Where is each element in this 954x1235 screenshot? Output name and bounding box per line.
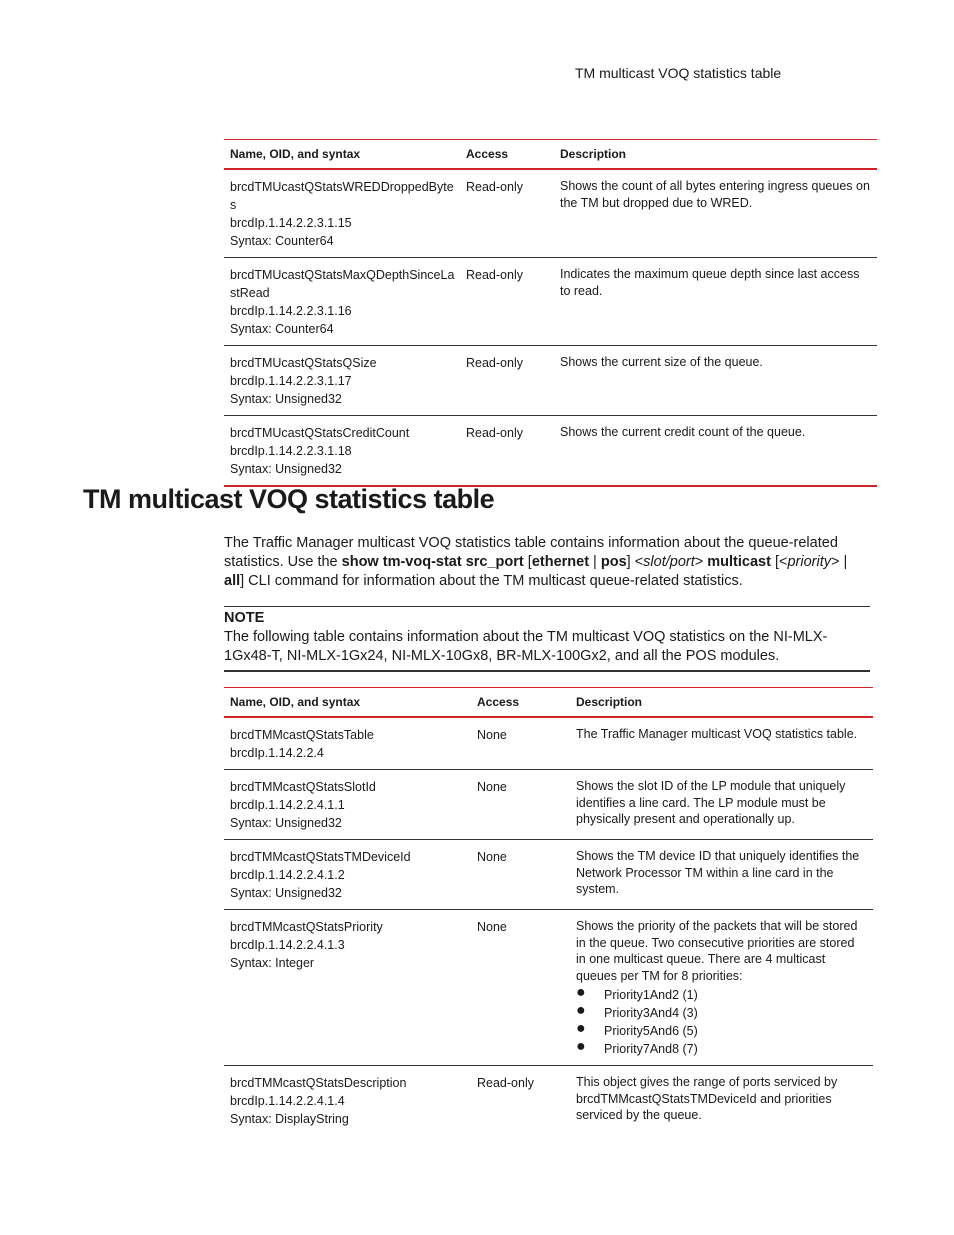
bullet-icon: ● xyxy=(576,984,586,1001)
column-header-name: Name, OID, and syntax xyxy=(230,147,361,161)
note-label: NOTE xyxy=(224,610,265,626)
column-header-name: Name, OID, and syntax xyxy=(230,695,361,709)
list-item xyxy=(576,1004,867,1022)
object-syntax: Syntax: Integer xyxy=(230,956,315,970)
access-cell: Read-only xyxy=(460,169,554,258)
description-cell: Shows the current credit count of the queue. xyxy=(560,425,806,439)
name-cell xyxy=(224,770,471,840)
list-item-text: Priority1And2 (1) xyxy=(604,988,698,1002)
description-cell: Shows the slot ID of the LP module that uniquely identifies a line card. The LP module must be physically present and operationally up. xyxy=(570,770,873,840)
column-header-access: Access xyxy=(477,695,520,709)
access-cell: None xyxy=(471,910,570,1066)
access-cell: Read-only xyxy=(477,1076,534,1090)
name-cell xyxy=(224,717,471,770)
bullet-icon: ● xyxy=(576,1020,586,1037)
name-cell xyxy=(224,910,471,1066)
description-cell: The Traffic Manager multicast VOQ statistics table. xyxy=(570,717,873,770)
column-header-description: Description xyxy=(560,147,627,161)
table-row xyxy=(224,910,873,1066)
description-cell: Shows the count of all bytes entering ingress queues on the TM but dropped due to WRED. xyxy=(554,169,877,258)
list-item-text: Priority3And4 (3) xyxy=(604,1006,698,1020)
description-cell: This object gives the range of ports serviced by brcdTMMcastQStatsTMDeviceId and priorities serviced by the queue. xyxy=(576,1075,838,1122)
object-syntax: Syntax: Counter64 xyxy=(230,322,334,336)
note-text: The following table contains information about the TM multicast VOQ statistics on the NI-MLX-1Gx48-T, NI-MLX-1Gx24, NI-MLX-10Gx8, BR-MLX-100Gx2, and all the POS modules. xyxy=(224,629,828,664)
list-item-text: Priority5And6 (5) xyxy=(604,1024,698,1038)
name-cell xyxy=(224,416,460,487)
object-name: brcdTMMcastQStatsSlotId xyxy=(230,780,376,794)
column-header-access: Access xyxy=(466,147,509,161)
object-syntax: Syntax: Counter64 xyxy=(230,234,334,248)
bullet-icon: ● xyxy=(576,1002,586,1019)
name-cell xyxy=(224,258,460,346)
object-oid: brcdIp.1.14.2.2.4.1.4 xyxy=(230,1094,345,1108)
name-cell xyxy=(224,169,460,258)
description-cell: Shows the current size of the queue. xyxy=(554,346,877,416)
mib-table-ucast xyxy=(224,139,877,487)
access-cell: Read-only xyxy=(460,258,554,346)
table-row xyxy=(224,169,877,258)
object-name-cont: s xyxy=(230,198,237,212)
table-row xyxy=(224,258,877,346)
description-cell: Shows the TM device ID that uniquely identifies the Network Processor TM within a line card in the system. xyxy=(570,840,873,910)
mib-table-mcast xyxy=(224,687,873,1135)
object-syntax: Syntax: DisplayString xyxy=(230,1112,349,1126)
table-header-row xyxy=(224,140,877,170)
object-name: brcdTMUcastQStatsCreditCount xyxy=(230,426,410,440)
table-row xyxy=(224,1066,873,1136)
cli-command: show tm-voq-stat src_port xyxy=(341,554,524,570)
object-oid: brcdIp.1.14.2.2.3.1.17 xyxy=(230,374,352,388)
object-oid: brcdIp.1.14.2.2.4.1.2 xyxy=(230,868,345,882)
intro-paragraph xyxy=(224,534,864,591)
object-syntax: Syntax: Unsigned32 xyxy=(230,392,342,406)
object-name: brcdTMMcastQStatsTable xyxy=(230,728,374,742)
intro-text: ] CLI command for information about the TM multicast queue-related statistics. xyxy=(240,573,743,589)
intro-text: The Traffic Manager multicast VOQ statistics table contains information about the queue-related statistics. Use the xyxy=(224,535,838,570)
object-oid: brcdIp.1.14.2.2.4.1.1 xyxy=(230,798,345,812)
cli-keyword: all xyxy=(224,573,241,589)
object-syntax: Syntax: Unsigned32 xyxy=(230,462,342,476)
access-cell: None xyxy=(471,717,570,770)
object-name: brcdTMUcastQStatsWREDDroppedByte xyxy=(230,180,454,194)
name-cell xyxy=(224,346,460,416)
column-header-description: Description xyxy=(576,695,643,709)
running-header: TM multicast VOQ statistics table xyxy=(575,65,782,81)
object-syntax: Syntax: Unsigned32 xyxy=(230,886,342,900)
object-name: brcdTMUcastQStatsQSize xyxy=(230,356,377,370)
object-oid: brcdIp.1.14.2.2.4 xyxy=(230,746,324,760)
cli-keyword: multicast xyxy=(707,554,771,570)
name-cell xyxy=(224,840,471,910)
table-row xyxy=(224,346,877,416)
section-title: TM multicast VOQ statistics table xyxy=(83,484,495,514)
table-row xyxy=(224,770,873,840)
object-syntax: Syntax: Unsigned32 xyxy=(230,816,342,830)
intro-text: > | xyxy=(830,554,848,570)
description-text: Shows the priority of the packets that will be stored in the queue. Two consecutive priorities are stored in one multicast queue. There are 4 multicast queues per TM for 8 priorities: xyxy=(576,919,858,983)
cli-keyword: pos xyxy=(600,554,627,570)
cli-argument: priority xyxy=(787,554,831,570)
note-box xyxy=(224,606,870,672)
list-item xyxy=(576,1040,867,1058)
object-oid: brcdIp.1.14.2.2.3.1.16 xyxy=(230,304,352,318)
object-name: brcdTMMcastQStatsDescription xyxy=(230,1076,407,1090)
object-name-cont: stRead xyxy=(230,286,270,300)
intro-text: [< xyxy=(770,554,788,570)
list-item-text: Priority7And8 (7) xyxy=(604,1042,698,1056)
intro-text: | xyxy=(589,554,601,570)
intro-text: [ xyxy=(523,554,532,570)
object-name: brcdTMMcastQStatsTMDeviceId xyxy=(230,850,411,864)
cli-keyword: ethernet xyxy=(531,554,590,570)
table-header-row xyxy=(224,688,873,718)
list-item xyxy=(576,1022,867,1040)
list-item xyxy=(576,986,867,1004)
description-cell xyxy=(570,910,873,1066)
intro-text: > xyxy=(694,554,708,570)
access-cell: None xyxy=(471,770,570,840)
table-row xyxy=(224,416,877,487)
object-oid: brcdIp.1.14.2.2.3.1.18 xyxy=(230,444,352,458)
object-name: brcdTMUcastQStatsMaxQDepthSinceLa xyxy=(230,268,455,282)
table-row xyxy=(224,717,873,770)
priority-list xyxy=(576,986,867,1058)
object-oid: brcdIp.1.14.2.2.3.1.15 xyxy=(230,216,352,230)
access-cell: Read-only xyxy=(466,426,523,440)
table-row xyxy=(224,840,873,910)
object-oid: brcdIp.1.14.2.2.4.1.3 xyxy=(230,938,345,952)
cli-argument: slot/port xyxy=(643,554,695,570)
object-name: brcdTMMcastQStatsPriority xyxy=(230,920,383,934)
access-cell: None xyxy=(471,840,570,910)
name-cell xyxy=(224,1066,471,1136)
intro-text: ] < xyxy=(626,554,644,570)
description-cell: Indicates the maximum queue depth since last access to read. xyxy=(554,258,877,346)
access-cell: Read-only xyxy=(460,346,554,416)
bullet-icon: ● xyxy=(576,1038,586,1055)
